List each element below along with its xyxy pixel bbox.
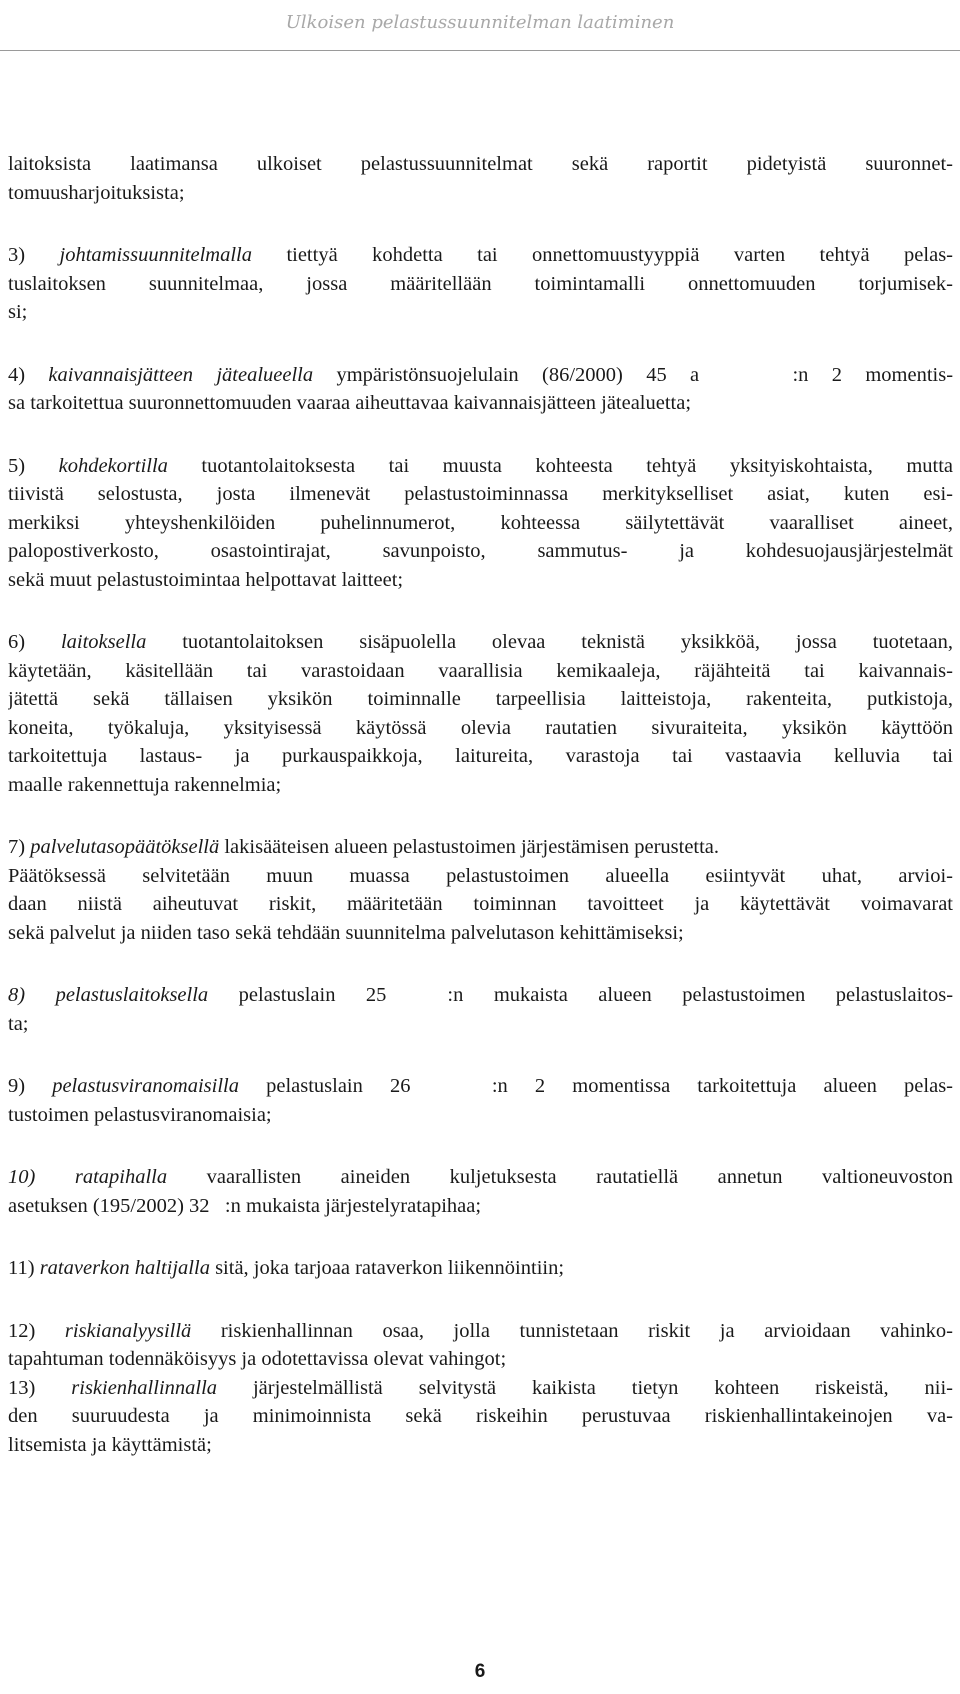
page-number: 6 [474, 1661, 486, 1682]
defined-term: kohdekortilla [58, 454, 168, 477]
text-line: ta; [8, 1012, 29, 1035]
item-number: 9) [8, 1075, 26, 1097]
text-line: jätettä sekä tällaisen yksikön toiminnalle tarpeellisia laitteistoja, rakenteita, putkistoja, [8, 688, 953, 710]
definition-item-3 [8, 241, 953, 327]
item-number: 8) [8, 984, 26, 1006]
definition-text: sitä, joka tarjoaa rataverkon liikennöintiin; [215, 1257, 565, 1279]
definition-item-8 [8, 981, 953, 1038]
defined-term: kaivannaisjätteen jätealueella [48, 363, 314, 386]
definition-item-10 [8, 1163, 953, 1220]
defined-term: pelastusviranomaisilla [52, 1075, 239, 1097]
definition-item-13 [8, 1374, 953, 1460]
text-line: sa tarkoitettua suuronnettomuuden vaaraa aiheuttavaa kaivannaisjätteen jätealuetta; [8, 392, 692, 414]
definition-item-continuation [8, 150, 953, 207]
definition-item-12 [8, 1317, 953, 1374]
definition-text: lakisääteisen alueen pelastustoimen järjestämisen perustetta. [224, 836, 720, 858]
text-line: tomuusharjoituksista; [8, 181, 185, 204]
text-line: maalle rakennettuja rakennelmia; [8, 773, 282, 796]
definition-text: riskienhallinnan osaa, jolla tunnistetaan riskit ja arvioidaan vahinko- [220, 1319, 953, 1342]
text-line: si; [8, 301, 28, 323]
defined-term: pelastuslaitoksella [55, 984, 209, 1006]
defined-term: palvelutasopäätöksellä [30, 836, 220, 858]
item-number: 4) [8, 363, 26, 386]
definition-item-5 [8, 452, 953, 595]
definition-text: vaarallisten aineiden kuljetuksesta rautatiellä annetun valtioneuvoston [206, 1166, 953, 1188]
text-line: käytetään, käsitellään tai varastoidaan vaarallisia kemikaaleja, räjähteitä tai kaivannais- [8, 659, 953, 682]
item-number: 5) [8, 454, 26, 477]
text-line: tiivistä selostusta, josta ilmenevät pelastustoiminnassa merkitykselliset asiat, kuten esi- [8, 483, 953, 505]
text-line: laitoksista laatimansa ulkoiset pelastussuunnitelmat sekä raportit pidetyistä suuronnet- [8, 153, 953, 175]
definition-item-9 [8, 1072, 953, 1129]
defined-term: rataverkon haltijalla [39, 1257, 210, 1279]
definition-text: tiettyä kohdetta tai onnettomuustyyppiä varten tehtyä pelas- [286, 244, 953, 266]
defined-term: riskienhallinnalla [71, 1376, 218, 1399]
definition-text: tuotantolaitoksen sisäpuolella olevaa teknistä yksikköä, jossa tuotetaan, [182, 631, 953, 653]
item-number: 13) [8, 1376, 36, 1399]
definition-text: pelastuslain 25 [238, 984, 387, 1006]
definition-item-4 [8, 361, 953, 418]
running-header [0, 0, 960, 51]
definition-text: asetuksen (195/2002) 32 [8, 1194, 210, 1217]
text-line: sekä muut pelastustoimintaa helpottavat laitteet; [8, 568, 404, 591]
text-line: sekä palvelut ja niiden taso sekä tehdään suunnitelma palvelutason kehittämiseksi; [8, 921, 684, 944]
definition-text: ympäristönsuojelulain (86/2000) 45 a [336, 363, 700, 386]
definition-text: tuotantolaitoksesta tai muusta kohteesta tehtyä yksityiskohtaista, mutta [201, 454, 953, 477]
item-number: 12) [8, 1319, 36, 1342]
definition-item-7 [8, 833, 953, 947]
text-line: tarkoitettuja lastaus- ja purkauspaikkoja, laitureita, varastoja tai vastaavia kelluvia tai [8, 745, 953, 767]
definition-text: :n 2 momentis- [792, 363, 953, 386]
text-line: den suuruudesta ja minimoinnista sekä riskeihin perustuvaa riskienhallintakeinojen va- [8, 1405, 953, 1427]
definitions-list [8, 150, 953, 1459]
definition-text: :n mukaista alueen pelastustoimen pelastuslaitos- [447, 984, 953, 1006]
text-line: merkiksi yhteyshenkilöiden puhelinnumerot, kohteessa säilytettävät vaaralliset aineet, [8, 511, 953, 534]
item-number: 6) [8, 631, 26, 653]
defined-term: johtamissuunnitelmalla [59, 244, 252, 266]
running-header-title: Ulkoisen pelastussuunnitelman laatiminen [285, 12, 675, 33]
text-line: Päätöksessä selvitetään muun muassa pelastustoimen alueella esiintyvät uhat, arvioi- [8, 864, 953, 887]
defined-term: laitoksella [60, 631, 147, 653]
definition-text: :n 2 momentissa tarkoitettuja alueen pelas- [491, 1075, 953, 1097]
text-line: koneita, työkaluja, yksityisessä käytössä olevia rautatien sivuraiteita, yksikön käyttöön [8, 716, 953, 739]
text-line: tustoimen pelastusviranomaisia; [8, 1103, 272, 1126]
defined-term: ratapihalla [74, 1166, 168, 1188]
definition-text: :n mukaista järjestelyratapihaa; [224, 1194, 482, 1217]
item-number: 3) [8, 244, 26, 266]
item-number: 11) [8, 1257, 35, 1279]
definition-item-6 [8, 628, 953, 799]
item-number: 7) [8, 836, 26, 858]
defined-term: riskianalyysillä [64, 1319, 192, 1342]
text-line: daan niistä aiheutuvat riskit, määritetään toiminnan tavoitteet ja käytettävät voimavarat [8, 893, 953, 915]
text-line: litsemista ja käyttämistä; [8, 1433, 212, 1456]
item-number: 10) [8, 1166, 36, 1188]
text-line: tuslaitoksen suunnitelmaa, jossa määritellään toimintamalli onnettomuuden torjumisek- [8, 272, 953, 295]
definition-text: pelastuslain 26 [266, 1075, 411, 1097]
text-line: tapahtuman todennäköisyys ja odotettavissa olevat vahingot; [8, 1348, 507, 1370]
definition-text: järjestelmällistä selvitystä kaikista tietyn kohteen riskeistä, nii- [252, 1376, 953, 1399]
text-line: palopostiverkosto, osastointirajat, savunpoisto, sammutus- ja kohdesuojausjärjestelmät [8, 540, 953, 562]
definition-item-11 [8, 1254, 953, 1283]
